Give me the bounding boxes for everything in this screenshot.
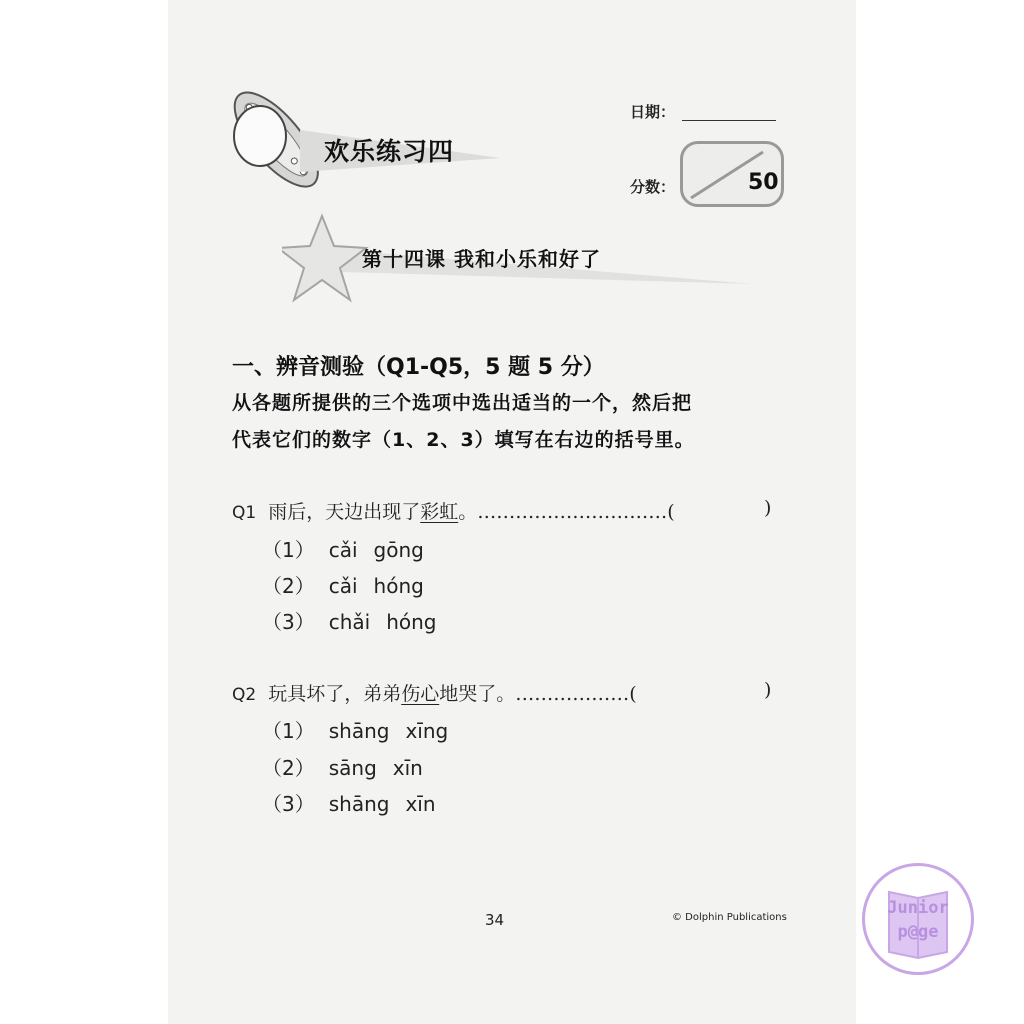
junior-page-logo [862,863,974,975]
option-3[interactable]: （3） shāng xīn [262,792,436,816]
option-3[interactable]: （3） chǎi hóng [262,610,437,634]
score-label: 分数： [630,178,676,196]
publisher-credit: © Dolphin Publications [672,912,787,923]
question-q2: Q2 玩具坏了，弟弟伤心地哭了。………………( [232,683,637,705]
question-q1: Q1 雨后，天边出现了彩虹。…………………………( [232,501,675,523]
logo-text-line1: Junior [887,898,949,918]
answer-bracket-close[interactable]: ) [764,497,772,519]
date-label: 日期： [630,103,676,121]
section-heading: 一、辨音测验（Q1-Q5，5 题 5 分） [232,355,605,380]
score-total: 50 [748,170,779,195]
instruction-line-2: 代表它们的数字（1、2、3）填写在右边的括号里。 [232,429,695,451]
target-word: 彩虹 [420,501,459,523]
logo-text-line2: p@ge [897,922,939,942]
worksheet-title: 欢乐练习四 [324,137,455,166]
date-line[interactable] [682,120,776,121]
option-1[interactable]: （1） shāng xīng [262,719,449,743]
option-2[interactable]: （2） cǎi hóng [262,574,424,598]
question-number: Q1 [232,503,257,523]
option-1[interactable]: （1） cǎi gōng [262,538,424,562]
instruction-line-1: 从各题所提供的三个选项中选出适当的一个，然后把 [232,392,693,414]
answer-bracket-close[interactable]: ) [764,679,772,701]
question-number: Q2 [232,685,257,705]
target-word: 伤心 [401,683,440,705]
lesson-title: 第十四课 我和小乐和好了 [362,247,601,271]
page-number: 34 [485,911,505,929]
option-2[interactable]: （2） sāng xīn [262,756,423,780]
